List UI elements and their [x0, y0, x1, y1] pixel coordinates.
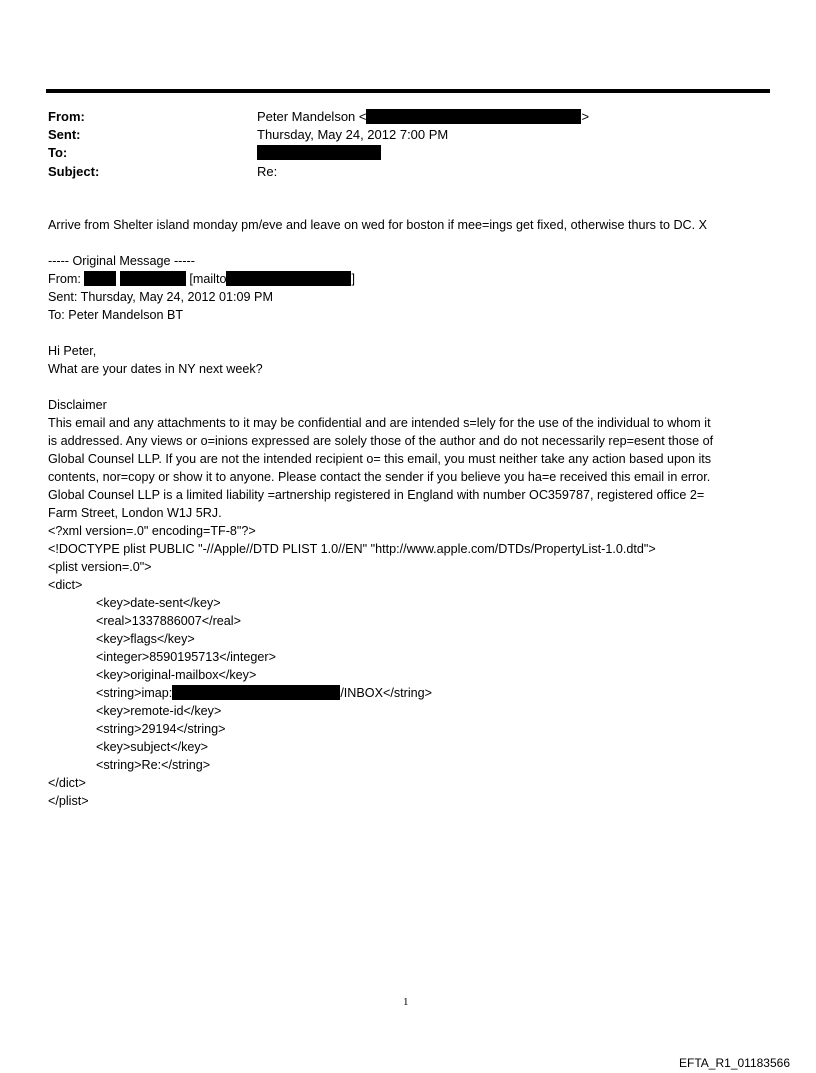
disclaimer-line: Farm Street, London W1J 5RJ. [48, 506, 222, 520]
question: What are your dates in NY next week? [48, 362, 263, 376]
subject-value: Re: [257, 164, 278, 179]
email-body [48, 216, 774, 810]
plist-key: <key>original-mailbox</key> [96, 668, 257, 682]
disclaimer-line: is addressed. Any views or o=inions expressed are solely those of the author and do not necessarily rep=esent those of [48, 434, 714, 448]
plist-value: <string>Re:</string> [96, 758, 211, 772]
page-number: 1 [403, 996, 409, 1008]
plist-value: <real>1337886007</real> [96, 614, 241, 628]
plist-key: <key>remote-id</key> [96, 704, 222, 718]
plist-key: <key>date-sent</key> [96, 596, 221, 610]
original-divider: ----- Original Message ----- [48, 254, 195, 268]
sent-value: Thursday, May 24, 2012 7:00 PM [257, 127, 449, 142]
disclaimer-line: contents, nor=copy or show it to anyone. Please contact the sender if you believe you ha=e received this email in error. [48, 470, 711, 484]
redaction-block [366, 109, 581, 124]
dict-open: <dict> [48, 578, 83, 592]
sent-label: Sent: [48, 127, 81, 142]
original-sent-line: Sent: Thursday, May 24, 2012 01:09 PM [48, 290, 273, 304]
redaction-block [84, 271, 116, 286]
original-from-line [48, 270, 774, 288]
plist-open: <plist version=.0"> [48, 560, 152, 574]
disclaimer-line: Global Counsel LLP is a limited liability =artnership registered in England with number OC359787, registered office 2= [48, 488, 705, 502]
plist-value: <string>29194</string> [96, 722, 226, 736]
disclaimer-title: Disclaimer [48, 398, 107, 412]
original-to-line: To: Peter Mandelson BT [48, 308, 184, 322]
to-value [257, 145, 381, 161]
header-rule [46, 89, 770, 93]
subject-label: Subject: [48, 164, 100, 179]
mailto-close: ] [351, 272, 355, 286]
original-from-prefix: From: [48, 272, 81, 286]
plist-doctype: <!DOCTYPE plist PUBLIC "-//Apple//DTD PLIST 1.0//EN" "http://www.apple.com/DTDs/PropertyList-1.0.dtd"> [48, 542, 656, 556]
document-id: EFTA_R1_01183566 [679, 1056, 790, 1070]
imap-prefix: <string>imap: [96, 686, 173, 700]
mailto-prefix: [mailto [189, 272, 227, 286]
redaction-block [120, 271, 186, 286]
plist-imap-line [48, 684, 774, 702]
redaction-block [226, 271, 351, 286]
from-label: From: [48, 109, 85, 124]
dict-close: </dict> [48, 776, 86, 790]
redaction-block [172, 685, 340, 700]
from-close: > [581, 109, 590, 124]
plist-xml-decl: <?xml version=.0" encoding=TF-8"?> [48, 524, 256, 538]
from-name: Peter Mandelson < [257, 109, 367, 124]
plist-key: <key>subject</key> [96, 740, 209, 754]
to-label: To: [48, 145, 68, 160]
imap-suffix: /INBOX</string> [340, 686, 433, 700]
plist-close: </plist> [48, 794, 89, 808]
greeting: Hi Peter, [48, 344, 97, 358]
plist-value: <integer>8590195713</integer> [96, 650, 276, 664]
disclaimer-line: This email and any attachments to it may be confidential and are intended s=lely for the use of the individual to whom it [48, 416, 711, 430]
redaction-block [257, 145, 381, 160]
from-value [257, 109, 589, 125]
reply-text: Arrive from Shelter island monday pm/eve and leave on wed for boston if mee=ings get fixed, otherwise thurs to DC. X [48, 218, 708, 232]
disclaimer-line: Global Counsel LLP. If you are not the intended recipient o= this email, you must neither take any action based upon its [48, 452, 712, 466]
plist-key: <key>flags</key> [96, 632, 195, 646]
